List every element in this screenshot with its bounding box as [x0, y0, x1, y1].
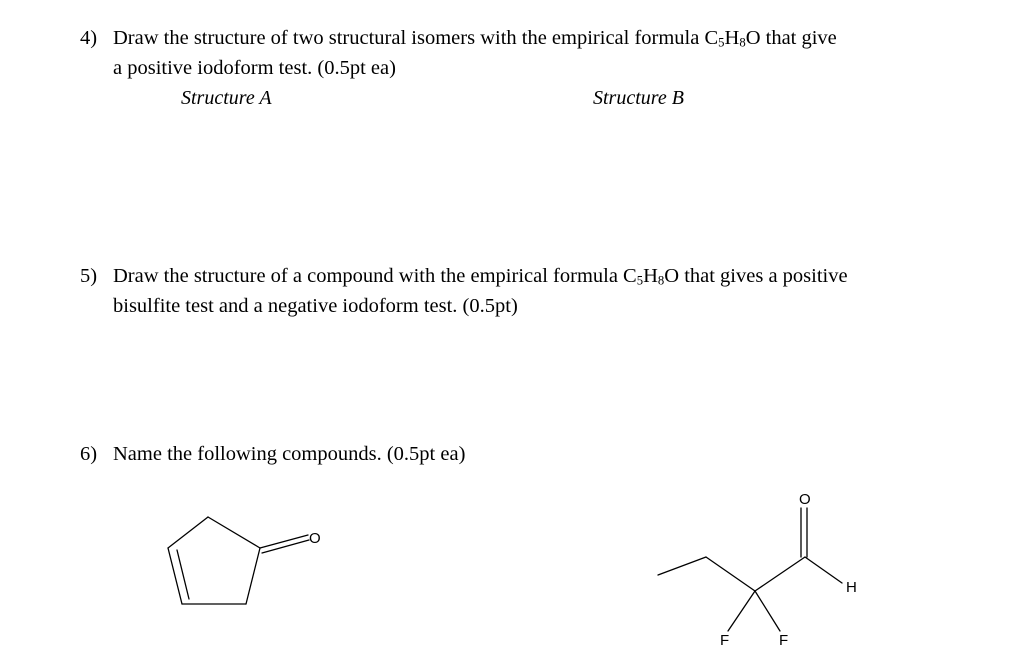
ring-bond — [168, 517, 208, 548]
oxygen-atom: O — [309, 530, 321, 547]
cf-bond — [755, 591, 780, 631]
question-line-2: a positive iodoform test. (0.5pt ea) — [113, 57, 396, 79]
ring-bond — [168, 548, 182, 604]
structure-a-label: Structure A — [181, 87, 272, 109]
fluorine-atom: F — [779, 632, 789, 649]
ring-bond — [208, 517, 260, 548]
oxygen-atom: O — [799, 491, 811, 508]
question-line-1: Draw the structure of a compound with the empirical formula $C_5H_8O$ that gives a positive — [113, 265, 848, 288]
question-text — [113, 439, 1013, 469]
cf-bond — [728, 591, 755, 631]
ring-bond — [246, 548, 260, 604]
carbonyl-double-bond — [260, 535, 308, 548]
carbonyl-double-bond — [262, 540, 309, 553]
compound-2-structure — [650, 488, 870, 653]
question-number: 6) — [80, 443, 98, 465]
question-line-1: Draw the structure of two structural isomers with the empirical formula $C_5H_8O$ that give — [113, 27, 837, 50]
cyclopentenone-drawing — [160, 505, 340, 625]
question-line-1: Name the following compounds. (0.5pt ea) — [113, 443, 466, 465]
question-text — [113, 23, 1013, 83]
aldehyde-h-bond — [805, 557, 842, 583]
fluorine-atom: F — [720, 632, 730, 649]
question-text — [113, 261, 1013, 321]
difluorobutanal-drawing — [650, 488, 870, 653]
structure-b-label: Structure B — [593, 87, 684, 109]
carbon-bond — [658, 557, 706, 575]
carbon-bond — [706, 557, 755, 591]
compound-1-structure — [160, 505, 340, 625]
hydrogen-atom: H — [846, 579, 857, 596]
question-number: 5) — [80, 265, 98, 287]
question-number: 4) — [80, 27, 98, 49]
carbon-bond — [755, 557, 805, 591]
question-line-2: bisulfite test and a negative iodoform test. (0.5pt) — [113, 295, 518, 317]
